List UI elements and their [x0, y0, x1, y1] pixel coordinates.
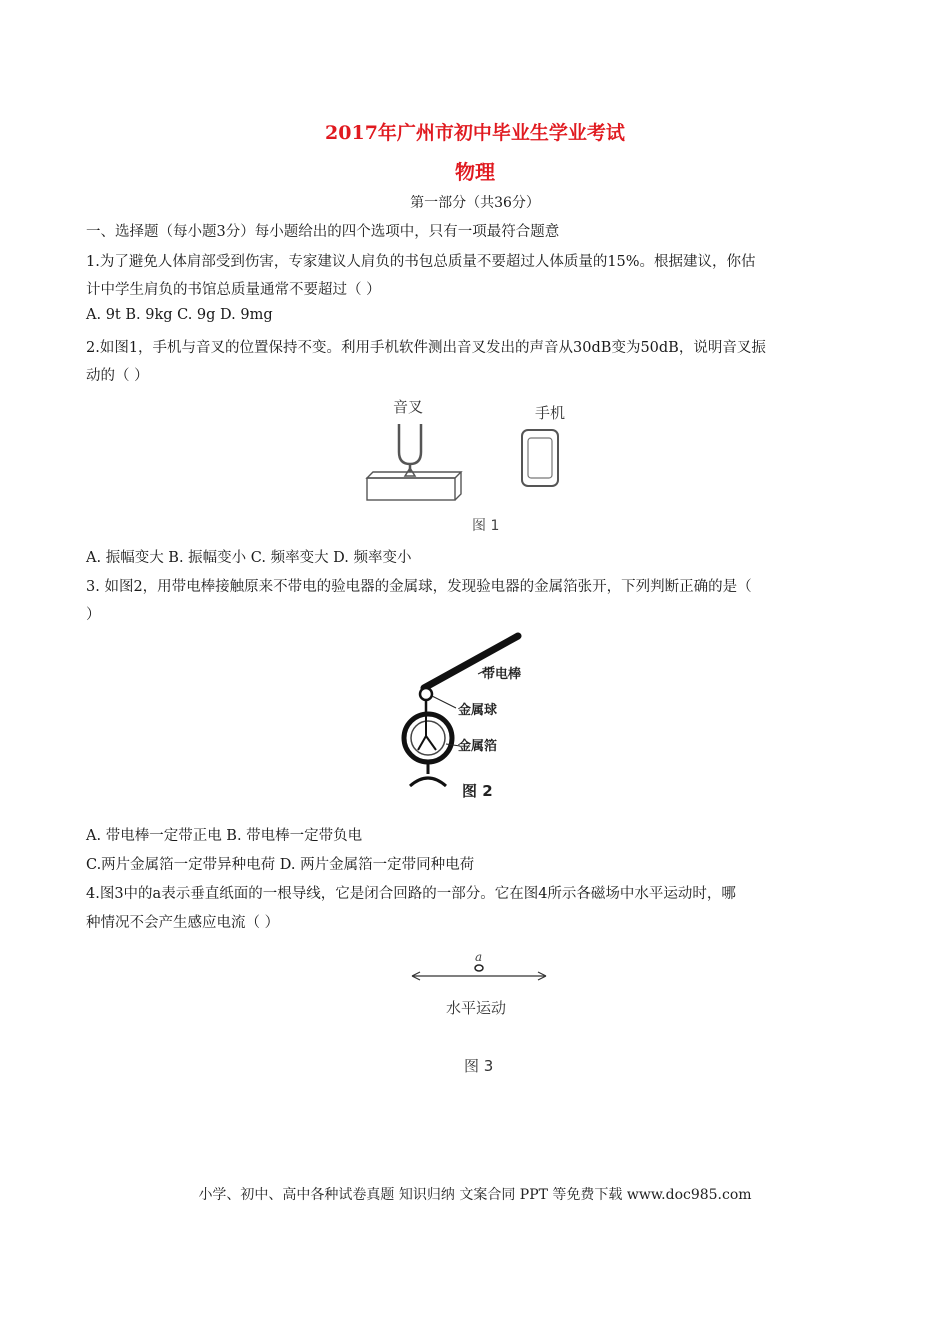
footer-text: 小学、初中、高中各种试卷真题 知识归纳 文案合同 PPT 等免费下载 www.doc985.com: [198, 1187, 752, 1203]
figure-3-caption: 图 3: [464, 1057, 494, 1075]
q2-stem-line-1: 2.如图1，手机与音叉的位置保持不变。利用手机软件测出音叉发出的声音从30dB变为50dB，说明音叉振: [86, 340, 766, 356]
q1-options: A. 9t B. 9kg C. 9g D. 9mg: [86, 307, 273, 323]
q4-stem-line-2: 种情况不会产生感应电流（ ）: [86, 915, 280, 931]
figure-3: [400, 945, 560, 1080]
figure-2-caption: 图 2: [462, 782, 493, 800]
figure-1-label-tuning-fork: 音叉: [393, 398, 424, 416]
figure-2: [400, 630, 540, 806]
q4-stem-line-1: 4.图3中的a表示垂直纸面的一根导线，它是闭合回路的一部分。它在图4所示各磁场中水平运动时，哪: [86, 886, 736, 902]
wire-cross-section-icon: [475, 965, 483, 971]
figure-2-label-ball: 金属球: [458, 703, 498, 718]
exam-title: 2017年广州市初中毕业生学业考试: [325, 122, 625, 144]
q3-options-line-1: A. 带电棒一定带正电 B. 带电棒一定带负电: [86, 828, 363, 844]
q3-stem-line-2: ）: [86, 607, 101, 623]
part-heading: 第一部分（共36分）: [410, 195, 540, 211]
metal-ball-icon: [420, 688, 432, 700]
figure-3-label-motion: 水平运动: [446, 999, 507, 1017]
figure-1-drawing: [355, 390, 585, 540]
q2-stem-line-2: 动的（ ）: [86, 368, 149, 384]
figure-1-caption: 图 1: [472, 518, 500, 534]
figure-1-label-phone: 手机: [535, 404, 566, 422]
figure-2-drawing: [400, 630, 540, 806]
q2-options: A. 振幅变大 B. 振幅变小 C. 频率变大 D. 频率变小: [86, 550, 412, 566]
q1-stem-line-2: 计中学生肩负的书馆总质量通常不要超过（ ）: [86, 282, 381, 298]
figure-3-label-a: a: [475, 950, 483, 964]
section-heading: 一、选择题（每小题3分）每小题给出的四个选项中，只有一项最符合题意: [86, 224, 560, 240]
tuning-fork-icon: [399, 424, 421, 464]
subject-title: 物理: [455, 160, 495, 184]
q1-stem-line-1: 1.为了避免人体肩部受到伤害，专家建议人肩负的书包总质量不要超过人体质量的15%。根据建议，你估: [86, 254, 756, 270]
figure-3-drawing: [400, 945, 560, 1080]
q3-options-line-2: C.两片金属箔一定带异种电荷 D. 两片金属箔一定带同种电荷: [86, 857, 475, 873]
metal-foil-icon: [426, 736, 436, 750]
q3-stem-line-1: 3. 如图2，用带电棒接触原来不带电的验电器的金属球，发现验电器的金属箔张开，下列判断正确的是（: [86, 579, 752, 595]
figure-1: [355, 390, 585, 540]
figure-2-label-rod: 带电棒: [482, 667, 522, 682]
figure-2-label-foil: 金属箔: [458, 739, 498, 754]
